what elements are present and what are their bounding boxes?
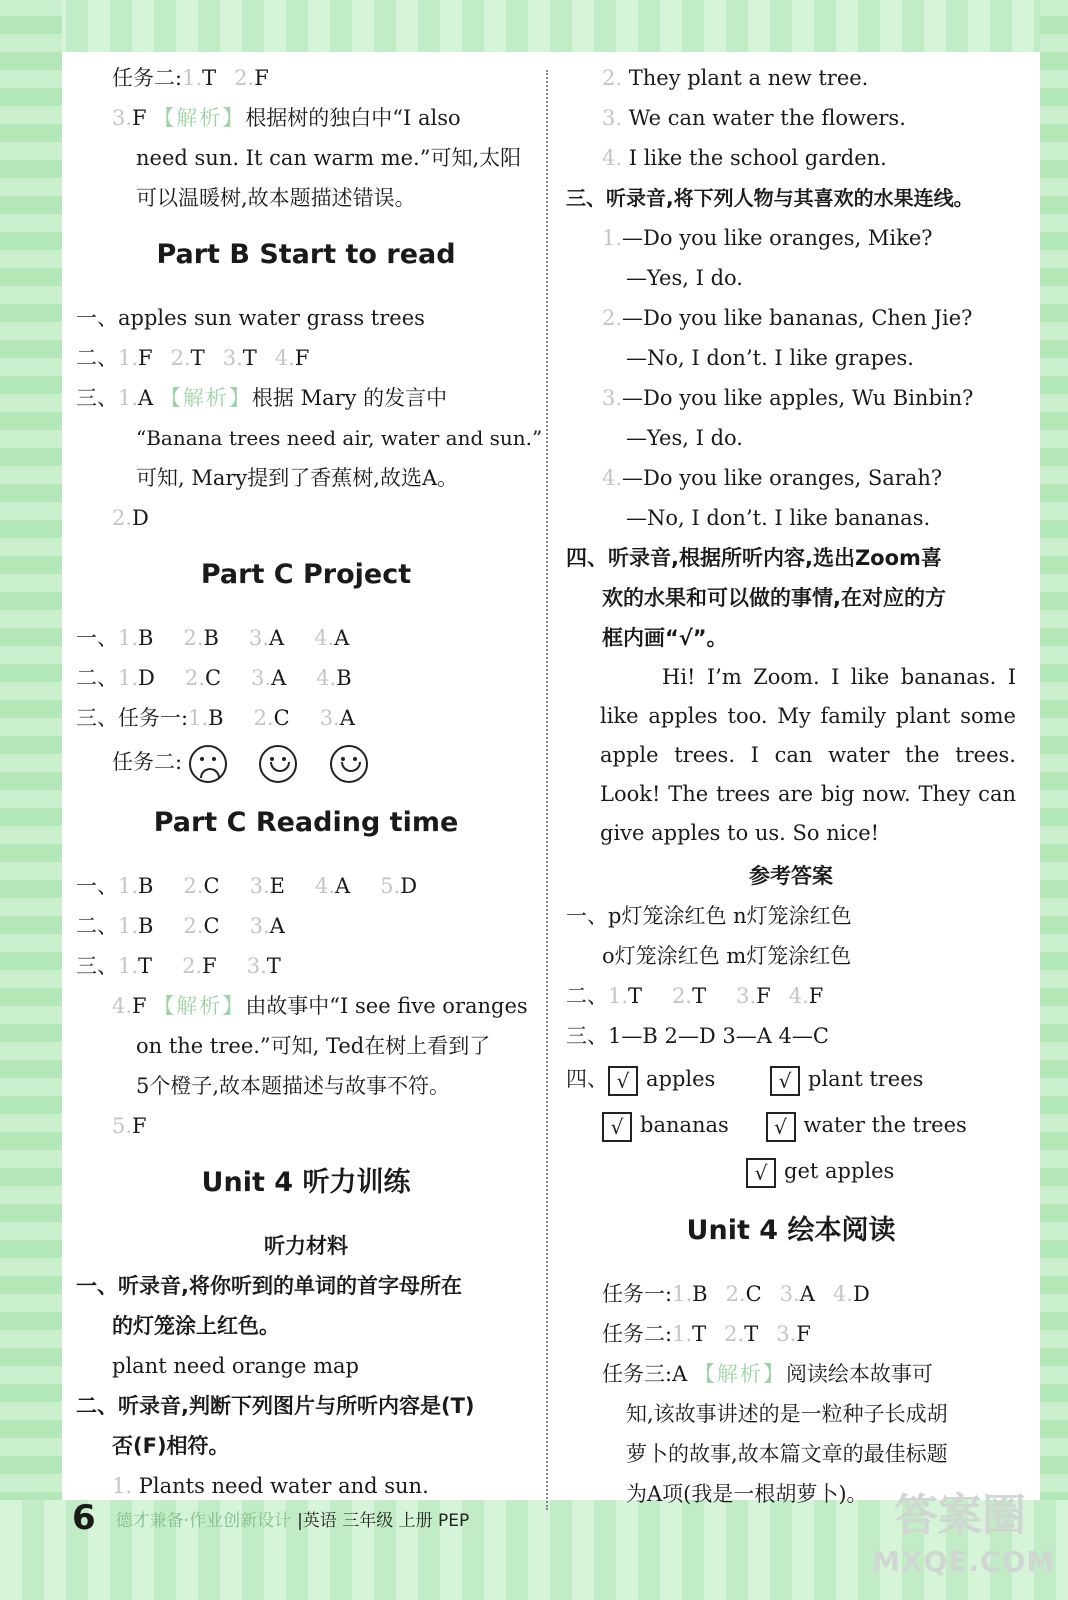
- explanation-text: 为A项(我是一根胡萝卜)。: [626, 1482, 868, 1506]
- explanation-text: 知,该故事讲述的是一粒种子长成胡: [626, 1402, 948, 1426]
- dialogue-text: —Yes, I do.: [626, 266, 743, 290]
- item-number: 1.: [608, 984, 629, 1008]
- question-label: 三、任务一:: [76, 706, 189, 730]
- question-label: 三、: [76, 954, 118, 978]
- answer: F: [138, 346, 153, 370]
- section-heading-part-b: Part B Start to read: [156, 239, 456, 270]
- item-number: 1.: [118, 666, 139, 690]
- answer: A: [138, 386, 154, 410]
- item-number: 4.: [112, 994, 133, 1018]
- item-number: 2.: [183, 914, 204, 938]
- item-number: 2.: [672, 984, 693, 1008]
- answer-line: [76, 1106, 536, 1146]
- answer: C: [745, 1282, 762, 1306]
- dialogue-text: —Do you like oranges, Sarah?: [622, 466, 943, 490]
- happy-face-icon: [259, 745, 297, 783]
- task-label: 任务二:: [602, 1322, 673, 1346]
- section-heading-part-c-reading: Part C Reading time: [153, 807, 459, 838]
- item-number: 2.: [253, 706, 274, 730]
- item-number: 2.: [183, 874, 204, 898]
- item-number: 5.: [380, 874, 401, 898]
- item-number: 2.: [724, 1322, 745, 1346]
- listening-line: [566, 58, 1016, 98]
- answer: T: [138, 954, 153, 978]
- page-border-top: [0, 0, 1068, 52]
- page-border-right: [1040, 0, 1068, 1600]
- answer: B: [138, 626, 154, 650]
- item-number: 2.: [725, 1282, 746, 1306]
- item-number: 2.: [234, 66, 255, 90]
- item-number: 2.: [182, 954, 203, 978]
- dialogue-line: [566, 218, 1016, 258]
- answer: B: [203, 626, 219, 650]
- dialogue-line: [566, 378, 1016, 418]
- section-heading-part-c-project: Part C Project: [200, 559, 412, 590]
- answer-line: [76, 866, 536, 906]
- task-label: 任务一:: [602, 1282, 673, 1306]
- item-number: 3.: [248, 626, 270, 650]
- answer: F: [756, 984, 771, 1008]
- item-number: 3.: [319, 706, 340, 730]
- answer: D: [400, 874, 418, 898]
- question-label: 二、: [76, 346, 118, 370]
- question-text: 二、听录音,判断下列图片与所听内容是(T): [76, 1394, 475, 1418]
- task-label: 任务二:: [112, 66, 183, 90]
- choice-label: apples: [646, 1067, 716, 1091]
- item-number: 4.: [788, 984, 809, 1008]
- answer: F: [254, 66, 269, 90]
- answer: T: [692, 1322, 707, 1346]
- item-number: 4.: [832, 1282, 853, 1306]
- answer: F: [132, 1114, 147, 1138]
- explanation-text: 由故事中“I see five oranges: [245, 994, 528, 1018]
- question-label: 一、: [76, 874, 118, 898]
- item-number: 4.: [315, 874, 336, 898]
- question-text: 的灯笼涂上红色。: [112, 1314, 280, 1338]
- answer: F: [796, 1322, 811, 1346]
- answer: B: [138, 914, 154, 938]
- item-number: 1.: [118, 874, 139, 898]
- item-number: 1.: [118, 954, 139, 978]
- question-text: 框内画“√”。: [602, 626, 728, 650]
- explanation-text: “Banana trees need air, water and sun.”: [136, 426, 543, 450]
- checkbox-checked-icon: √: [770, 1066, 800, 1096]
- question-label: 一、: [76, 306, 118, 330]
- question-text: 四、听录音,根据所听内容,选出Zoom喜: [566, 546, 942, 570]
- page-footer: [72, 1494, 469, 1542]
- item-number: 2.: [602, 66, 623, 90]
- answer: F: [132, 106, 147, 130]
- answer: T: [628, 984, 643, 1008]
- answer-line: [76, 58, 536, 98]
- listening-line: [566, 138, 1016, 178]
- answer-line: [76, 946, 536, 986]
- book-meta: |英语 三年级 上册 PEP: [297, 1510, 470, 1531]
- dialogue-line: [566, 298, 1016, 338]
- section-heading-unit4-reading: Unit 4 绘本阅读: [686, 1215, 896, 1246]
- dialogue-text: —No, I don’t. I like grapes.: [626, 346, 914, 370]
- dialogue-text: —No, I don’t. I like bananas.: [626, 506, 931, 530]
- left-column: [76, 58, 543, 1506]
- task-label: 任务二:: [112, 750, 183, 774]
- item-number: 3.: [736, 984, 757, 1008]
- watermark-logo: [872, 1488, 1056, 1588]
- answer: C: [203, 914, 220, 938]
- answer-line: [76, 618, 536, 658]
- subheading-answers: 参考答案: [749, 864, 833, 888]
- choice-label: plant trees: [808, 1067, 924, 1091]
- answer-line: [566, 1148, 1016, 1194]
- dialogue-text: —Do you like apples, Wu Binbin?: [622, 386, 974, 410]
- dialogue-line: [566, 458, 1016, 498]
- question-label: 三、: [76, 386, 118, 410]
- answer-line: [76, 298, 536, 338]
- answer: D: [138, 666, 155, 690]
- answer-line: [566, 1102, 1016, 1148]
- item-number: 4.: [274, 346, 295, 370]
- choice-label: water the trees: [803, 1113, 967, 1137]
- item-number: 5.: [112, 1114, 133, 1138]
- answer-line: [76, 338, 536, 378]
- explanation-text: 根据 Mary 的发言中: [251, 386, 448, 410]
- answer: apples sun water grass trees: [118, 306, 425, 330]
- answer: E: [269, 874, 285, 898]
- analysis-tag: 【解析】: [153, 994, 246, 1018]
- dialogue-text: —Yes, I do.: [626, 426, 743, 450]
- item-number: 4.: [316, 666, 337, 690]
- explanation-text: need sun. It can warm me.”可知,太阳: [136, 146, 522, 170]
- dialogue-text: —Do you like oranges, Mike?: [622, 226, 933, 250]
- sad-face-icon: [189, 745, 227, 783]
- subheading-material: 听力材料: [264, 1234, 348, 1258]
- answer: F: [294, 346, 310, 370]
- section-heading-unit4-listening: Unit 4 听力训练: [201, 1167, 411, 1198]
- question-label: 四、: [566, 1067, 608, 1091]
- answer-line: [566, 1354, 1016, 1394]
- explanation-text: 可知, Mary提到了香蕉树,故选A。: [136, 466, 459, 490]
- question-label: 二、: [566, 984, 608, 1008]
- explanation-text: 5个橙子,故本题描述与故事不符。: [136, 1074, 451, 1098]
- answer: D: [852, 1282, 870, 1306]
- answer-line: [566, 976, 1016, 1016]
- analysis-tag: 【解析】: [153, 106, 246, 130]
- answer-line: [76, 658, 536, 698]
- item-number: 3.: [112, 106, 133, 130]
- analysis-tag: 【解析】: [693, 1362, 786, 1386]
- answer: T: [242, 346, 257, 370]
- listening-line: [566, 98, 1016, 138]
- answer: B: [138, 874, 154, 898]
- answer: C: [204, 666, 222, 690]
- item-number: 3.: [249, 914, 270, 938]
- item-number: 4.: [602, 466, 623, 490]
- question-text: 否(F)相符。: [112, 1434, 230, 1458]
- item-number: 1.: [118, 626, 139, 650]
- answer: C: [273, 706, 290, 730]
- item-number: 1.: [602, 226, 623, 250]
- item-number: 3.: [602, 386, 623, 410]
- item-number: 3.: [249, 874, 270, 898]
- watermark-text: 答案圈: [894, 1490, 1026, 1541]
- answer-line: [76, 698, 536, 738]
- item-number: 2.: [183, 626, 204, 650]
- choice-label: bananas: [640, 1113, 729, 1137]
- checkbox-checked-icon: √: [766, 1112, 796, 1142]
- question-label: 一、: [76, 626, 118, 650]
- listening-passage: Hi! I’m Zoom. I like bananas. I like apples too. My family plant some apple trees. I can water the trees. Look! The trees are big now. They can give apples to us. So nice!: [600, 665, 1016, 845]
- question-label: 二、: [76, 914, 118, 938]
- answer-line: [566, 1274, 1016, 1314]
- item-number: 3.: [246, 954, 267, 978]
- answer: A: [672, 1362, 688, 1386]
- item-number: 2.: [184, 666, 205, 690]
- page-number: 6: [72, 1498, 96, 1538]
- answer: C: [203, 874, 220, 898]
- answer: F: [808, 984, 824, 1008]
- listening-text: Plants need water and sun.: [138, 1474, 429, 1498]
- item-number: 3.: [602, 106, 623, 130]
- answer: A: [335, 874, 351, 898]
- right-column: [566, 58, 1016, 1514]
- choice-label: get apples: [784, 1159, 895, 1183]
- explanation-text: 根据树的独白中“I also: [245, 106, 461, 130]
- item-number: 3.: [251, 666, 272, 690]
- answer: B: [336, 666, 352, 690]
- item-number: 3.: [779, 1282, 800, 1306]
- answer-line: [76, 498, 536, 538]
- question-label: 二、: [76, 666, 118, 690]
- answer: A: [799, 1282, 815, 1306]
- checkbox-checked-icon: √: [602, 1112, 632, 1142]
- explanation-text: 可以温暖树,故本题描述错误。: [136, 186, 416, 210]
- answer: F: [132, 994, 147, 1018]
- answer: F: [202, 954, 217, 978]
- answer: D: [132, 506, 149, 530]
- listening-text: I like the school garden.: [628, 146, 887, 170]
- answer-line: [76, 98, 536, 138]
- item-number: 1.: [672, 1322, 693, 1346]
- listening-text: We can water the flowers.: [628, 106, 906, 130]
- item-number: 1.: [672, 1282, 693, 1306]
- answer-line: [76, 986, 536, 1026]
- answer: A: [269, 626, 285, 650]
- answer: T: [266, 954, 281, 978]
- item-number: 3.: [222, 346, 243, 370]
- answer-line: 一、p灯笼涂红色 n灯笼涂红色: [566, 904, 852, 928]
- answer-line: [566, 1314, 1016, 1354]
- answer: T: [692, 984, 707, 1008]
- listening-text: They plant a new tree.: [628, 66, 869, 90]
- answer: B: [208, 706, 224, 730]
- item-number: 4.: [314, 626, 335, 650]
- explanation-text: 萝卜的故事,故本篇文章的最佳标题: [626, 1442, 948, 1466]
- answer-line: [566, 1056, 1016, 1102]
- item-number: 4.: [602, 146, 623, 170]
- question-text: 欢的水果和可以做的事情,在对应的方: [602, 586, 946, 610]
- series-name: 德才兼备·作业创新设计: [115, 1510, 292, 1531]
- question-text: 一、听录音,将你听到的单词的首字母所在: [76, 1274, 462, 1298]
- dialogue-text: —Do you like bananas, Chen Jie?: [622, 306, 973, 330]
- item-number: 2.: [170, 346, 191, 370]
- item-number: 2.: [112, 506, 133, 530]
- item-number: 1.: [118, 386, 139, 410]
- item-number: 1.: [112, 1474, 133, 1498]
- explanation-text: 阅读绘本故事可: [785, 1362, 933, 1386]
- column-divider: [546, 70, 548, 1510]
- listening-words: plant need orange map: [112, 1354, 359, 1378]
- answer: T: [190, 346, 205, 370]
- answer: A: [271, 666, 287, 690]
- answer-line: [76, 906, 536, 946]
- watermark-url: MXQE.COM: [872, 1545, 1056, 1578]
- item-number: 1.: [182, 66, 203, 90]
- task-label: 任务三:: [602, 1362, 673, 1386]
- analysis-tag: 【解析】: [159, 386, 252, 410]
- checkbox-checked-icon: √: [746, 1158, 776, 1188]
- explanation-text: on the tree.”可知, Ted在树上看到了: [136, 1034, 491, 1058]
- answer: B: [692, 1282, 708, 1306]
- answer: T: [202, 66, 217, 90]
- answer: A: [334, 626, 350, 650]
- item-number: 2.: [602, 306, 623, 330]
- answer: T: [744, 1322, 759, 1346]
- page-border-left: [0, 0, 62, 1600]
- answer-line: o灯笼涂红色 m灯笼涂红色: [602, 944, 852, 968]
- answer-line: [76, 378, 536, 418]
- answer: A: [269, 914, 285, 938]
- answer-line: [76, 738, 536, 786]
- happy-face-icon: [330, 745, 368, 783]
- answer-line: 三、1—B 2—D 3—A 4—C: [566, 1024, 829, 1048]
- item-number: 1.: [118, 914, 139, 938]
- item-number: 1.: [188, 706, 209, 730]
- item-number: 1.: [118, 346, 139, 370]
- question-text: 三、听录音,将下列人物与其喜欢的水果连线。: [566, 186, 974, 210]
- item-number: 3.: [776, 1322, 797, 1346]
- answer: A: [339, 706, 355, 730]
- checkbox-checked-icon: √: [608, 1066, 638, 1096]
